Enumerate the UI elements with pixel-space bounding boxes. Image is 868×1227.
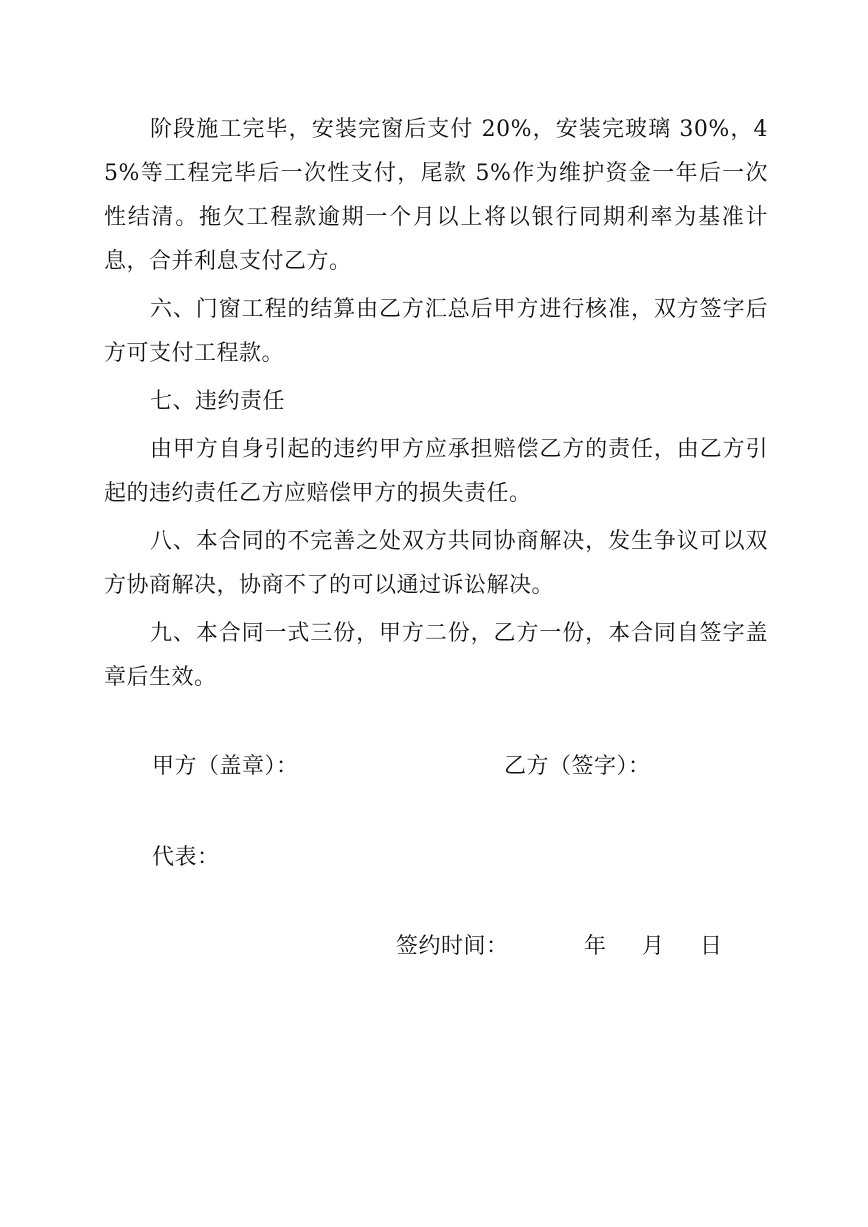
sign-date-month: 月	[642, 934, 665, 959]
party-b-signature-label: 乙方（签字）：	[504, 754, 651, 779]
paragraph-copies-effective: 九、本合同一式三份，甲方二份，乙方一份，本合同自签字盖章后生效。	[104, 621, 768, 690]
party-a-seal-label: 甲方（盖章）：	[152, 754, 299, 779]
sign-date-day: 日	[700, 934, 723, 959]
paragraph-settlement: 六、门窗工程的结算由乙方汇总后甲方进行核准，双方签字后方可支付工程款。	[104, 297, 768, 366]
paragraph-breach-liability: 由甲方自身引起的违约甲方应承担赔偿乙方的责任，由乙方引起的违约责任乙方应赔偿甲方的损失责任。	[104, 437, 768, 506]
heading-breach-liability: 七、违约责任	[150, 389, 286, 414]
contract-body	[104, 108, 768, 704]
paragraph-payment-terms: 阶段施工完毕，安装完窗后支付 20%，安装完玻璃 30%，45%等工程完毕后一次性支付，尾款 5%作为维护资金一年后一次性结清。拖欠工程款逾期一个月以上将以银行同期利率为基准计息，合并利息支付乙方。	[104, 117, 768, 274]
representative-label: 代表：	[152, 845, 220, 870]
sign-date-year: 年	[584, 934, 607, 959]
paragraph-dispute-resolution: 八、本合同的不完善之处双方共同协商解决，发生争议可以双方协商解决，协商不了的可以通过诉讼解决。	[104, 529, 768, 598]
sign-date-label: 签约时间：	[396, 934, 509, 959]
